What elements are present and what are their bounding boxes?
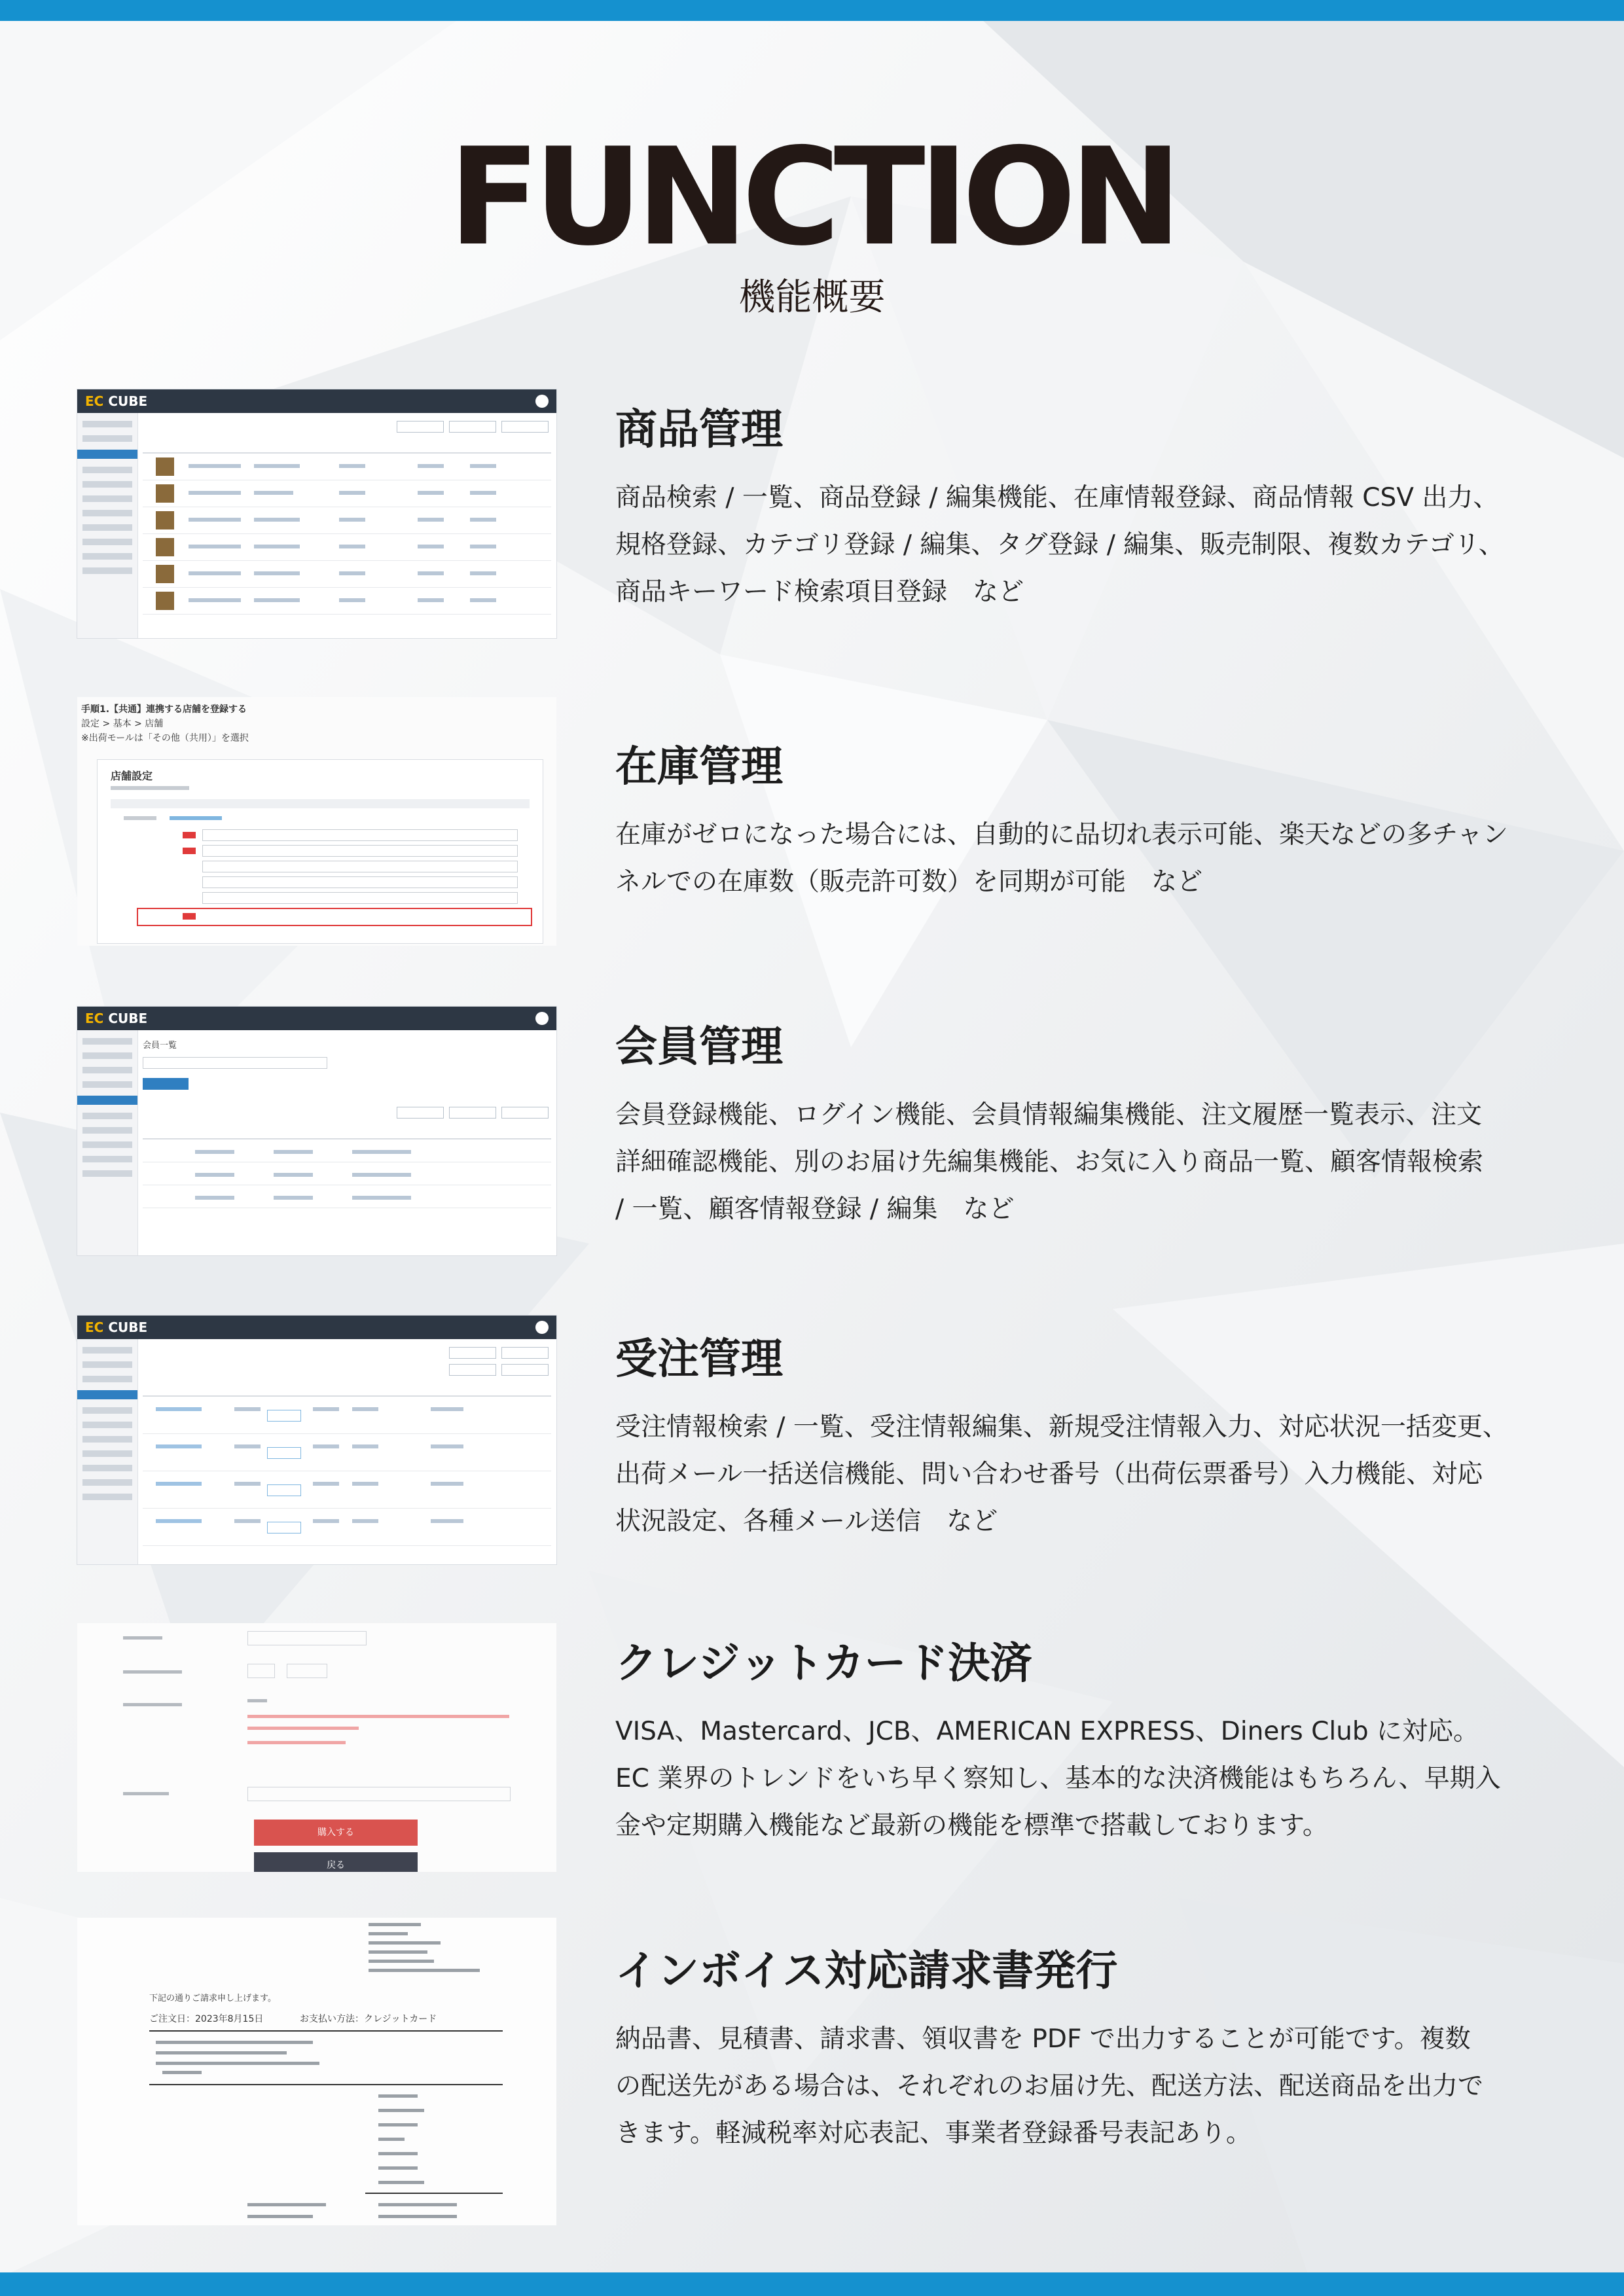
section-body: 会員登録機能、ログイン機能、会員情報編集機能、注文履歴一覧表示、注文 詳細確認機能、別のお届け先編集機能、お気に入り商品一覧、顧客情報検索 / 一覧、顧客情報登録 / 編集 など	[615, 1100, 1484, 1224]
card-payment-screenshot	[77, 1623, 556, 1872]
back-button: 戻る	[254, 1852, 418, 1872]
section-body: 納品書、見積書、請求書、領収書を PDF で出力することが可能です。複数 の配送先がある場合は、それぞれのお届け先、配送方法、配送商品を出力で きます。軽減税率対応表記、事業者登録番号表記あり。	[615, 2024, 1484, 2148]
product-admin-screenshot	[77, 389, 556, 638]
section-title: 会員管理	[615, 1023, 783, 1071]
ec-cube-logo: EC CUBE	[85, 393, 148, 409]
section-title: 在庫管理	[615, 743, 783, 791]
user-icon	[535, 395, 549, 408]
store-settings-screenshot: 手順1.【共通】連携する店舗を登録する 設定 > 基本 > 店舗 ※出荷モールは「その他（共用）」を選択 店舗設定	[77, 697, 556, 946]
bottom-accent-bar	[0, 2272, 1624, 2296]
top-accent-bar	[0, 0, 1624, 21]
page-title: FUNCTION	[448, 120, 1176, 276]
ec-cube-logo: EC CUBE	[85, 1319, 148, 1335]
page-subtitle: 機能概要	[738, 276, 886, 319]
section-body: 受注情報検索 / 一覧、受注情報編集、新規受注情報入力、対応状況一括変更、 出荷メール一括送信機能、問い合わせ番号（出荷伝票番号）入力機能、対応 状況設定、各種メール送信 など	[615, 1412, 1508, 1536]
section-body: 在庫がゼロになった場合には、自動的に品切れ表示可能、楽天などの多チャン ネルでの在庫数（販売許可数）を同期が可能 など	[615, 820, 1508, 897]
section-title: インボイス対応請求書発行	[615, 1947, 1118, 1996]
section-body: 商品検索 / 一覧、商品登録 / 編集機能、在庫情報登録、商品情報 CSV 出力、 規格登録、カテゴリ登録 / 編集、タグ登録 / 編集、販売制限、複数カテゴリ、 商品キーワード検索項目登録 など	[615, 483, 1504, 607]
order-admin-screenshot	[77, 1316, 556, 1564]
section-title: クレジットカード決済	[615, 1640, 1032, 1688]
invoice-document-screenshot: 下記の通りご請求申し上げます。 ご注文日：2023年8月15日 お支払い方法：クレジットカード	[77, 1918, 556, 2225]
user-icon	[535, 1012, 549, 1025]
section-title: 商品管理	[615, 406, 783, 454]
member-admin-screenshot: EC CUBE 会員一覧	[77, 1007, 556, 1255]
user-icon	[535, 1321, 549, 1334]
section-body: VISA、Mastercard、JCB、AMERICAN EXPRESS、Diners Club に対応。 EC 業界のトレンドをいち早く察知し、基本的な決済機能はもちろん、早期入 金や定期購入機能など最新の機能を標準で搭載しております。	[615, 1717, 1501, 1840]
ec-cube-logo: EC CUBE	[85, 1011, 148, 1026]
section-title: 受注管理	[615, 1335, 783, 1384]
purchase-button: 購入する	[254, 1820, 418, 1846]
